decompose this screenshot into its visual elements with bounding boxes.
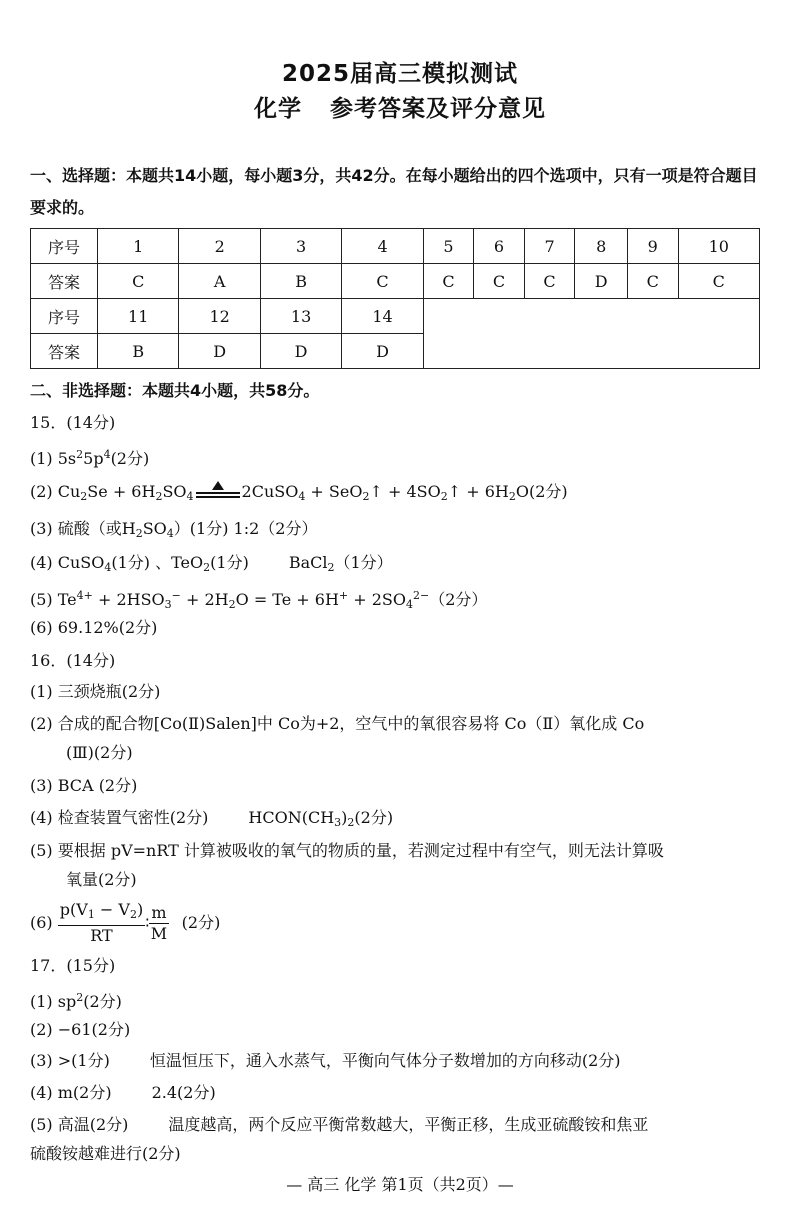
q16-answer-6: (6) $\frac{p(V_1 - V_2)}{RT}$ ∶ $\frac{m}{M}$ (2分) <box>30 900 221 945</box>
subject-label: 化学 <box>254 96 302 122</box>
table-row <box>31 299 760 334</box>
seq-cell: 11 <box>98 299 179 334</box>
fraction-volume: $\frac{p(V_1 - V_2)}{RT}$ <box>59 900 144 945</box>
q17-answer-1: (1) $sp^2(2$分) <box>30 991 122 1011</box>
answer-cell: D <box>260 334 341 369</box>
answer-label-cell: 答案 <box>31 334 98 369</box>
table-row <box>31 264 760 299</box>
choice-answer-table <box>30 228 760 369</box>
q15-heading: 15．(14分) <box>30 413 116 432</box>
seq-cell: 8 <box>575 229 628 264</box>
answer-cell: A <box>179 264 260 299</box>
q15-answer-6: (6) 69.12%(2分) <box>30 618 158 637</box>
answer-cell: D <box>575 264 628 299</box>
answer-cell: D <box>342 334 423 369</box>
q17-answer-2: (2) −61(2分) <box>30 1020 131 1039</box>
seq-cell: 13 <box>260 299 341 334</box>
seq-cell: 7 <box>524 229 575 264</box>
seq-cell: 4 <box>342 229 423 264</box>
seq-cell: 12 <box>179 299 260 334</box>
q17-heading: 17．(15分) <box>30 956 116 975</box>
answer-label-cell: 答案 <box>31 264 98 299</box>
answer-cell: D <box>179 334 260 369</box>
table-row <box>31 229 760 264</box>
blank-cell <box>423 299 759 369</box>
q16-answer-5-line2: 氧量(2分) <box>66 870 137 889</box>
page-footer: — 高三 化学 第1页（共2页）— <box>286 1175 514 1194</box>
q16-answer-2-line2: (Ⅲ)(2分) <box>66 743 133 762</box>
answer-cell: C <box>342 264 423 299</box>
seq-label-cell: 序号 <box>31 229 98 264</box>
q16-answer-1: (1) 三颈烧瓶(2分) <box>30 682 161 701</box>
exam-subtitle <box>0 90 800 123</box>
seq-cell: 1 <box>98 229 179 264</box>
section1-heading: 一、选择题：本题共14小题，每小题3分，共42分。在每小题给出的四个选项中，只有一项是符合题目要求的。 <box>30 166 758 217</box>
q17-answer-5-line1: (5) 高温(2分) 温度越高，两个反应平衡常数越大，平衡正移，生成亚硫酸铵和焦亚 <box>30 1115 649 1134</box>
q16-heading: 16．(14分) <box>30 651 116 670</box>
q17-answer-5-line2: 硫酸铵越难进行(2分) <box>30 1144 181 1163</box>
q15-answer-2-equation: (2) $Cu_2Se + 6H_2SO_4$ 2CuSO$_4$ + SeO$_2$↑ + $4SO_2↑ + 6H_2O(2$分) <box>30 482 568 503</box>
q16-answer-5-line1: (5) 要根据 pV=nRT 计算被吸收的氧气的物质的量，若测定过程中有空气，则无法计算吸 <box>30 841 664 860</box>
q15-answer-5-equation: (5) $Te^{4+} + 2HSO_3^- + 2H_2O = Te + 6H^+ + 2SO_4^{2-}(2$分） <box>30 589 488 611</box>
seq-cell: 5 <box>423 229 474 264</box>
q15-answer-4: (4) CuSO$_4$(1分) 、TeO$_2$(1分) BaCl$_2$（1分） <box>30 553 393 574</box>
q16-answer-3: (3) BCA (2分) <box>30 776 138 795</box>
answer-cell: B <box>98 334 179 369</box>
answer-cell: B <box>260 264 341 299</box>
q15-answer-1: (1) $5s^25p^4(2$分) <box>30 448 150 468</box>
seq-cell: 10 <box>678 229 759 264</box>
heating-arrow-icon <box>196 485 240 501</box>
seq-cell: 3 <box>260 229 341 264</box>
answer-cell: C <box>423 264 474 299</box>
section2-heading: 二、非选择题：本题共4小题，共58分。 <box>30 381 320 400</box>
q17-answer-4: (4) m(2分) 2.4(2分) <box>30 1083 216 1102</box>
seq-cell: 2 <box>179 229 260 264</box>
seq-cell: 14 <box>342 299 423 334</box>
q16-answer-4: (4) 检查装置气密性(2分) $HCON(CH_3)_2(2$分) <box>30 808 394 829</box>
answer-cell: C <box>678 264 759 299</box>
answer-cell: C <box>524 264 575 299</box>
seq-cell: 6 <box>474 229 525 264</box>
answer-cell: C <box>474 264 525 299</box>
fraction-mass: $\frac{m}{M}$ <box>150 902 168 943</box>
answer-cell: C <box>628 264 679 299</box>
seq-cell: 9 <box>628 229 679 264</box>
q16-answer-2-line1: (2) 合成的配合物[Co(Ⅱ)Salen]中 Co为+2，空气中的氧很容易将 Co（Ⅱ）氧化成 Co <box>30 714 645 733</box>
q17-answer-3: (3) >(1分) 恒温恒压下，通入水蒸气，平衡向气体分子数增加的方向移动(2分) <box>30 1051 621 1070</box>
q15-answer-3: (3) 硫酸（或$H_2SO_4)(1$分) 1:2（2分） <box>30 519 318 540</box>
exam-title: 2025届高三模拟测试 <box>281 61 518 87</box>
subtitle-rest: 参考答案及评分意见 <box>330 96 546 122</box>
answer-cell: C <box>98 264 179 299</box>
seq-label-cell: 序号 <box>31 299 98 334</box>
